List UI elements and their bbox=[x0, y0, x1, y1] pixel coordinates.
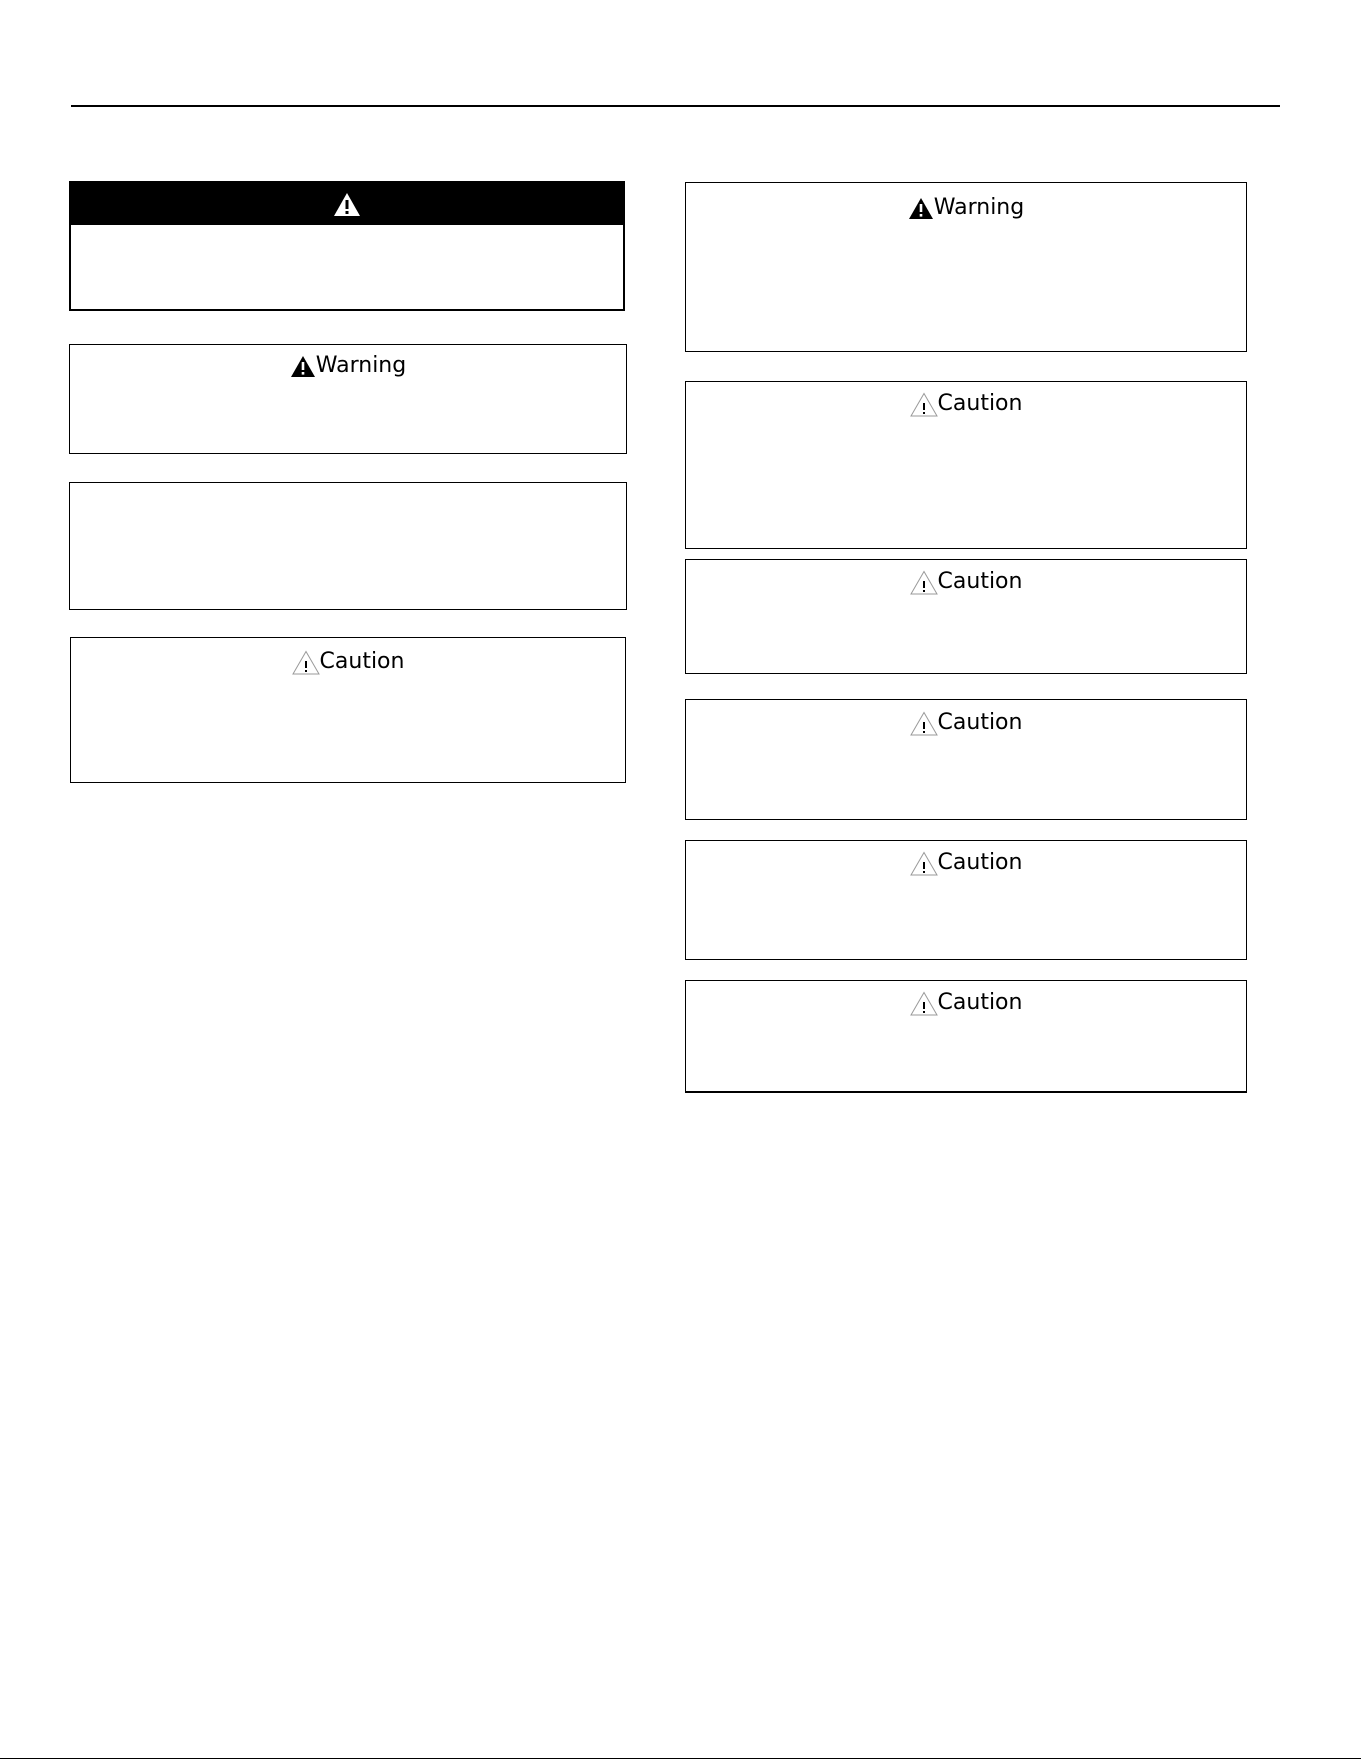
danger-header-bar bbox=[71, 183, 623, 225]
caution-label: Caution bbox=[937, 850, 1023, 875]
caution-notice-right-3 bbox=[685, 699, 1247, 820]
caution-heading bbox=[71, 647, 625, 677]
warning-label: Warning bbox=[315, 353, 407, 378]
caution-outline-triangle-icon bbox=[292, 650, 320, 675]
caution-outline-triangle-icon bbox=[910, 711, 938, 736]
caution-notice-right-5 bbox=[685, 980, 1247, 1093]
warning-heading bbox=[70, 351, 626, 381]
caution-label: Caution bbox=[937, 569, 1023, 594]
warning-heading bbox=[686, 193, 1246, 223]
warning-filled-triangle-icon bbox=[908, 197, 934, 220]
warning-notice-left bbox=[69, 344, 627, 454]
caution-outline-triangle-icon bbox=[910, 392, 938, 417]
warning-label: Warning bbox=[933, 195, 1025, 220]
caution-notice-left bbox=[70, 637, 626, 783]
caution-notice-right-1 bbox=[685, 381, 1247, 549]
blank-notice-left bbox=[69, 482, 627, 610]
caution-heading bbox=[686, 567, 1246, 597]
warning-triangle-icon bbox=[333, 192, 361, 217]
danger-notice bbox=[69, 181, 625, 311]
caution-outline-triangle-icon bbox=[910, 570, 938, 595]
footer-rule bbox=[0, 1758, 1361, 1759]
warning-filled-triangle-icon bbox=[290, 355, 316, 378]
caution-heading bbox=[686, 389, 1246, 419]
caution-heading bbox=[686, 848, 1246, 878]
caution-heading bbox=[686, 988, 1246, 1018]
caution-label: Caution bbox=[937, 990, 1023, 1015]
caution-outline-triangle-icon bbox=[910, 851, 938, 876]
caution-label: Caution bbox=[937, 391, 1023, 416]
warning-notice-right bbox=[685, 182, 1247, 352]
header-rule bbox=[71, 105, 1280, 107]
caution-heading bbox=[686, 708, 1246, 738]
caution-notice-right-4 bbox=[685, 840, 1247, 960]
caution-label: Caution bbox=[319, 649, 405, 674]
caution-label: Caution bbox=[937, 710, 1023, 735]
caution-outline-triangle-icon bbox=[910, 991, 938, 1016]
caution-notice-right-2 bbox=[685, 559, 1247, 674]
